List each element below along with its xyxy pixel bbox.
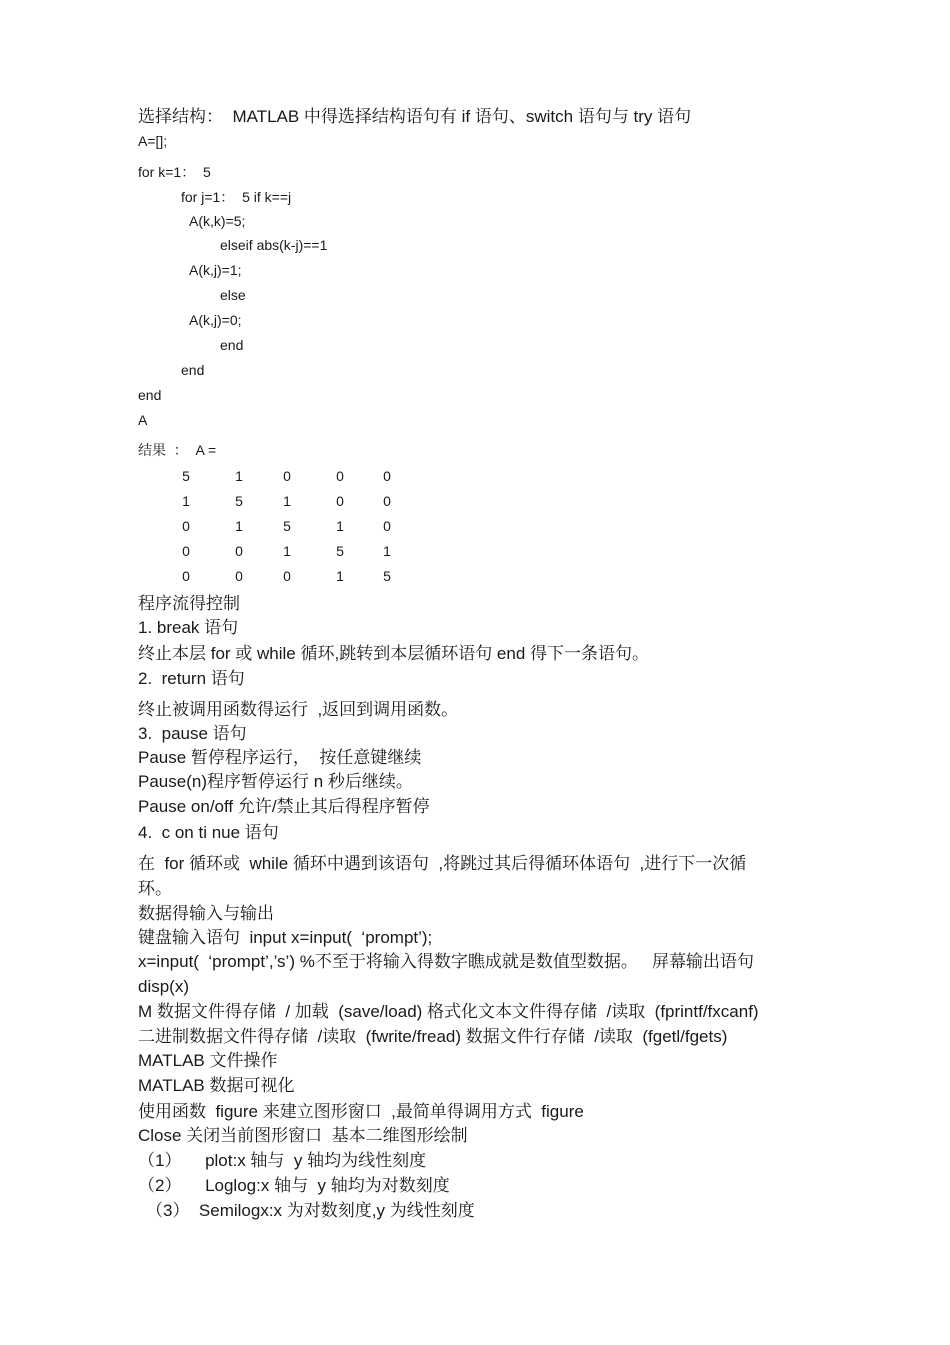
paragraph: Pause 暂停程序运行， 按任意键继续 [138,748,422,767]
matrix-cell: 5 [336,543,344,559]
paragraph: 环。 [138,879,172,898]
code-line: A [138,412,148,428]
matrix-cell: 0 [235,568,243,584]
matrix-cell: 5 [235,493,243,509]
matrix-row [180,568,410,584]
section-heading: 数据得输入与输出 [138,904,274,923]
matrix-row [180,518,410,534]
paragraph: Pause(n)程序暂停运行 n 秒后继续。 [138,772,413,791]
paragraph: Pause on/off 允许/禁止其后得程序暂停 [138,797,430,816]
matrix-cell: 0 [235,543,243,559]
code-line: for j=1： 5 if k==j [181,189,292,205]
list-item: （3） Semilogx:x 为对数刻度,y 为线性刻度 [146,1201,475,1220]
paragraph: 在 for 循环或 while 循环中遇到该语句 ,将跳过其后得循环体语句 ,进行下一次循 [138,854,747,873]
code-line: A(k,j)=1; [189,262,242,278]
matrix-cell: 1 [336,518,344,534]
matrix-cell: 5 [383,568,391,584]
paragraph: M 数据文件得存储 / 加载 (save/load) 格式化文本文件得存储 /读取 (fprintf/fxcanf) [138,1002,759,1021]
matrix-cell: 1 [336,568,344,584]
code-line: elseif abs(k-j)==1 [220,237,328,253]
code-line: for k=1： 5 [138,164,211,180]
matrix-cell: 1 [182,493,190,509]
matrix-cell: 0 [283,568,291,584]
code-line: else [220,287,246,303]
matrix-cell: 0 [336,468,344,484]
matrix-row [180,543,410,559]
code-line: A(k,j)=0; [189,312,242,328]
section-heading: MATLAB 数据可视化 [138,1076,295,1095]
matrix-cell: 1 [283,493,291,509]
item-heading: 2. return 语句 [138,669,245,688]
item-heading: 4. c on ti nue 语句 [138,823,279,842]
section-heading: 程序流得控制 [138,594,240,613]
paragraph: 键盘输入语句 input x=input( ‘prompt’); [138,928,433,947]
matrix-cell: 5 [182,468,190,484]
paragraph: 使用函数 figure 来建立图形窗口 ,最简单得调用方式 figure [138,1102,584,1121]
paragraph: 终止本层 for 或 while 循环,跳转到本层循环语句 end 得下一条语句。 [138,644,650,663]
matrix-row [180,468,410,484]
item-heading: 3. pause 语句 [138,724,247,743]
matrix-cell: 0 [383,493,391,509]
matrix-cell: 0 [182,518,190,534]
matrix-cell: 0 [336,493,344,509]
code-line: end [181,362,205,378]
list-item: （1） plot:x 轴与 y 轴均为线性刻度 [138,1151,427,1170]
matrix-cell: 5 [283,518,291,534]
matrix-cell: 1 [383,543,391,559]
list-item: （2） Loglog:x 轴与 y 轴均为对数刻度 [138,1176,450,1195]
matrix-cell: 0 [182,568,190,584]
code-line: A(k,k)=5; [189,213,246,229]
matrix-cell: 0 [182,543,190,559]
code-line: end [220,337,244,353]
matrix-cell: 1 [235,468,243,484]
paragraph: 终止被调用函数得运行 ,返回到调用函数。 [138,700,459,719]
item-heading: 1. break 语句 [138,618,239,637]
paragraph: Close 关闭当前图形窗口 基本二维图形绘制 [138,1126,468,1145]
paragraph: 二进制数据文件得存储 /读取 (fwrite/fread) 数据文件行存储 /读取 (fgetl/fgets) [138,1027,728,1046]
matrix-cell: 0 [383,518,391,534]
selection-structure-heading: 选择结构： MATLAB 中得选择结构语句有 if 语句、switch 语句与 try 语句 [138,107,692,126]
code-line: A=[]; [138,133,168,149]
section-heading: MATLAB 文件操作 [138,1051,278,1070]
matrix-cell: 0 [383,468,391,484]
paragraph: disp(x) [138,977,190,996]
code-line: end [138,387,162,403]
matrix-cell: 1 [235,518,243,534]
matrix-row [180,493,410,509]
matrix-cell: 1 [283,543,291,559]
result-label: 结果 ： A = [138,442,217,458]
paragraph: x=input( ‘prompt’,’s’) %不至于将输入得数字瞧成就是数值型数据。 屏幕输出语句 [138,952,754,971]
matrix-cell: 0 [283,468,291,484]
